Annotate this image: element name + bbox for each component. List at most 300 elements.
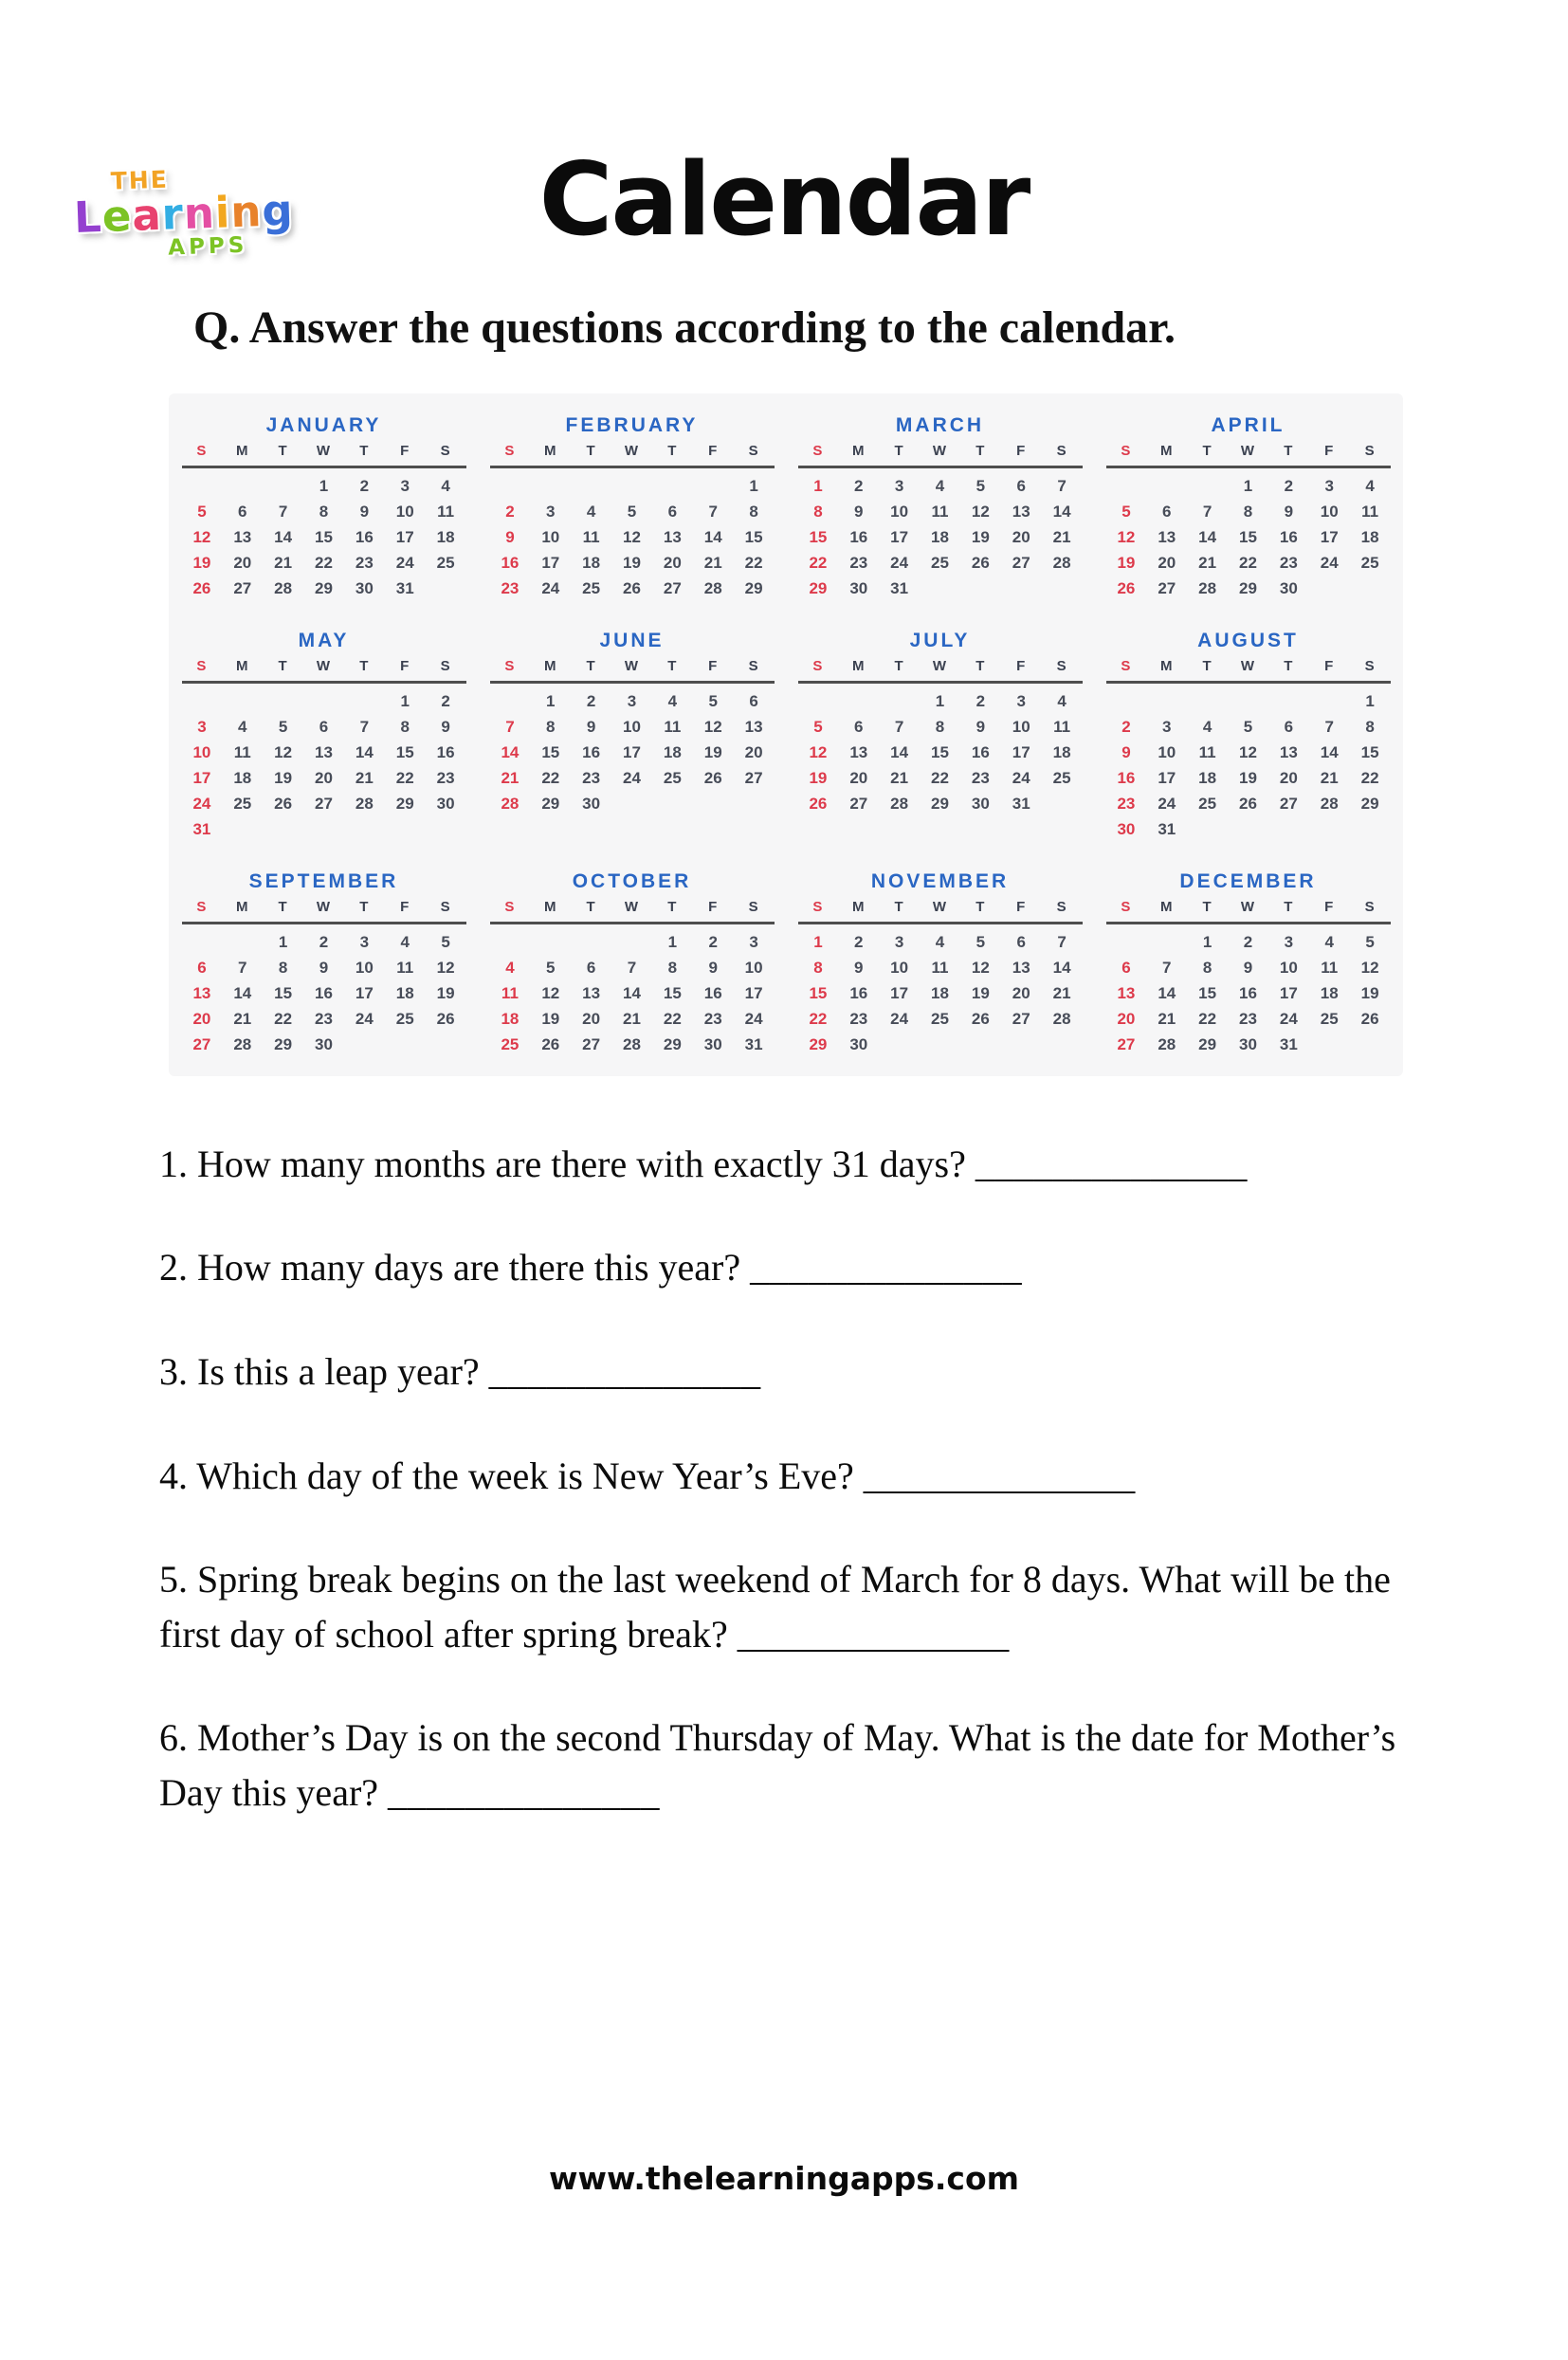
day-cell bbox=[1350, 816, 1391, 842]
logo-letter: n bbox=[182, 187, 216, 239]
day-cell: 28 bbox=[623, 1034, 641, 1053]
logo-letter: L bbox=[73, 192, 103, 244]
day-cell: 17 bbox=[395, 527, 414, 546]
day-cell: 7 bbox=[1324, 717, 1334, 736]
day-cell bbox=[182, 473, 223, 499]
day-of-week-header-row bbox=[182, 655, 466, 678]
day-cell: 1 bbox=[278, 932, 288, 951]
day-of-week-header: M bbox=[852, 898, 866, 915]
day-cell bbox=[530, 929, 571, 955]
day-cell bbox=[1350, 576, 1391, 601]
day-cell: 23 bbox=[849, 1009, 868, 1028]
day-cell: 27 bbox=[315, 794, 333, 813]
day-cell: 8 bbox=[813, 502, 823, 521]
day-cell: 15 bbox=[809, 527, 828, 546]
day-cell: 29 bbox=[274, 1034, 293, 1053]
day-of-week-header: T bbox=[667, 442, 678, 459]
day-cell: 2 bbox=[319, 932, 329, 951]
day-cell: 9 bbox=[854, 958, 864, 977]
day-cell: 1 bbox=[667, 932, 678, 951]
week-row bbox=[182, 791, 466, 816]
day-of-week-header: F bbox=[400, 657, 410, 674]
day-cell: 26 bbox=[192, 578, 211, 597]
day-of-week-header: T bbox=[667, 898, 678, 915]
week-row bbox=[798, 550, 1083, 576]
day-cell: 25 bbox=[1198, 794, 1217, 813]
day-cell: 11 bbox=[1053, 717, 1071, 736]
week-row bbox=[798, 955, 1083, 980]
question-text: 3. Is this a leap year? bbox=[159, 1350, 489, 1394]
day-cell bbox=[1309, 1032, 1350, 1057]
day-cell: 25 bbox=[1052, 768, 1071, 787]
header-divider bbox=[490, 922, 775, 924]
day-cell: 11 bbox=[1361, 502, 1379, 521]
day-cell: 19 bbox=[703, 742, 722, 761]
day-cell: 4 bbox=[667, 691, 678, 710]
day-cell: 24 bbox=[541, 578, 560, 597]
day-cell: 10 bbox=[744, 958, 763, 977]
day-cell bbox=[1042, 1032, 1083, 1057]
day-cell: 2 bbox=[441, 691, 450, 710]
day-cell: 2 bbox=[1243, 932, 1253, 951]
day-of-week-header: S bbox=[504, 442, 516, 459]
day-cell: 17 bbox=[890, 527, 909, 546]
day-cell: 7 bbox=[359, 717, 370, 736]
week-row bbox=[490, 765, 775, 791]
day-cell: 17 bbox=[355, 983, 374, 1002]
day-cell bbox=[1146, 473, 1187, 499]
question-item bbox=[159, 1240, 1420, 1295]
day-cell: 22 bbox=[744, 553, 763, 572]
day-cell: 30 bbox=[436, 794, 455, 813]
day-cell: 19 bbox=[192, 553, 211, 572]
answer-blank: ______________ bbox=[388, 1771, 661, 1815]
month-title: JULY bbox=[909, 629, 971, 651]
day-of-week-header: T bbox=[975, 657, 986, 674]
day-cell: 4 bbox=[586, 502, 596, 521]
day-cell: 1 bbox=[319, 476, 329, 495]
day-of-week-header: T bbox=[975, 442, 986, 459]
day-cell: 20 bbox=[192, 1009, 211, 1028]
day-cell: 12 bbox=[436, 958, 455, 977]
day-of-week-header: S bbox=[812, 442, 824, 459]
day-cell: 3 bbox=[1284, 932, 1294, 951]
day-cell: 22 bbox=[1239, 553, 1257, 572]
day-cell: 25 bbox=[1320, 1009, 1339, 1028]
day-of-week-header: M bbox=[236, 898, 249, 915]
day-cell: 14 bbox=[1052, 958, 1071, 977]
day-of-week-header: M bbox=[544, 442, 557, 459]
day-cell bbox=[344, 816, 385, 842]
header-divider bbox=[798, 681, 1083, 684]
day-cell: 20 bbox=[1279, 768, 1298, 787]
day-cell: 21 bbox=[355, 768, 374, 787]
week-row bbox=[1106, 955, 1391, 980]
day-of-week-header: S bbox=[748, 657, 759, 674]
week-row bbox=[798, 1032, 1083, 1057]
day-cell: 1 bbox=[935, 691, 945, 710]
header-divider bbox=[798, 466, 1083, 468]
day-of-week-header: M bbox=[236, 442, 249, 459]
day-cell bbox=[1268, 688, 1309, 714]
day-cell: 3 bbox=[546, 502, 556, 521]
month-calendar bbox=[490, 411, 775, 601]
day-cell: 5 bbox=[975, 476, 986, 495]
week-row bbox=[490, 791, 775, 816]
day-cell: 16 bbox=[1117, 768, 1136, 787]
day-cell: 18 bbox=[582, 553, 601, 572]
day-cell: 20 bbox=[233, 553, 252, 572]
day-cell: 18 bbox=[501, 1009, 520, 1028]
day-cell bbox=[1268, 816, 1309, 842]
week-row bbox=[798, 499, 1083, 524]
day-cell bbox=[303, 816, 344, 842]
month-title: DECEMBER bbox=[1179, 869, 1317, 892]
week-row bbox=[182, 688, 466, 714]
day-cell: 5 bbox=[975, 932, 986, 951]
day-cell bbox=[1042, 791, 1083, 816]
day-cell: 17 bbox=[1279, 983, 1298, 1002]
day-cell: 4 bbox=[935, 476, 945, 495]
day-cell: 29 bbox=[541, 794, 560, 813]
day-of-week-header: W bbox=[1240, 442, 1256, 459]
day-cell bbox=[490, 688, 531, 714]
day-of-week-header: T bbox=[278, 898, 288, 915]
day-cell: 29 bbox=[809, 578, 828, 597]
day-cell: 19 bbox=[1117, 553, 1136, 572]
week-row bbox=[182, 929, 466, 955]
day-cell: 15 bbox=[663, 983, 682, 1002]
header-divider bbox=[182, 681, 466, 684]
day-cell: 7 bbox=[894, 717, 904, 736]
day-cell bbox=[1350, 1032, 1391, 1057]
day-cell: 5 bbox=[441, 932, 450, 951]
day-cell: 7 bbox=[627, 958, 637, 977]
day-cell: 10 bbox=[355, 958, 374, 977]
day-cell: 28 bbox=[890, 794, 909, 813]
week-row bbox=[798, 980, 1083, 1006]
day-cell: 22 bbox=[809, 553, 828, 572]
day-cell: 25 bbox=[931, 1009, 949, 1028]
question-item bbox=[159, 1449, 1420, 1504]
day-cell: 14 bbox=[1052, 502, 1071, 521]
day-cell: 22 bbox=[1198, 1009, 1217, 1028]
day-cell: 4 bbox=[441, 476, 450, 495]
week-row bbox=[1106, 550, 1391, 576]
day-cell: 7 bbox=[1057, 476, 1067, 495]
logo-text-learning bbox=[73, 184, 295, 244]
day-cell: 9 bbox=[319, 958, 329, 977]
day-cell: 26 bbox=[274, 794, 293, 813]
day-cell bbox=[611, 929, 652, 955]
day-cell: 14 bbox=[1158, 983, 1176, 1002]
day-cell bbox=[263, 688, 303, 714]
day-cell: 12 bbox=[192, 527, 211, 546]
day-cell: 9 bbox=[441, 717, 450, 736]
day-cell: 6 bbox=[667, 502, 678, 521]
day-cell: 9 bbox=[975, 717, 986, 736]
day-of-week-header: S bbox=[440, 657, 451, 674]
day-of-week-header: T bbox=[278, 442, 288, 459]
week-row bbox=[798, 714, 1083, 740]
day-cell: 11 bbox=[396, 958, 414, 977]
day-cell: 3 bbox=[1016, 691, 1026, 710]
day-cell: 11 bbox=[501, 983, 519, 1002]
week-row bbox=[182, 1032, 466, 1057]
week-row bbox=[490, 473, 775, 499]
day-cell bbox=[693, 473, 734, 499]
day-cell bbox=[960, 1032, 1001, 1057]
day-cell: 17 bbox=[744, 983, 763, 1002]
day-cell: 26 bbox=[1117, 578, 1136, 597]
day-of-week-header: W bbox=[932, 898, 948, 915]
header-divider bbox=[798, 922, 1083, 924]
day-cell: 6 bbox=[1121, 958, 1131, 977]
day-of-week-header-row bbox=[798, 440, 1083, 463]
day-cell: 30 bbox=[1279, 578, 1298, 597]
day-cell: 19 bbox=[274, 768, 293, 787]
day-cell: 7 bbox=[238, 958, 247, 977]
day-of-week-header: T bbox=[1202, 898, 1212, 915]
question-text: 5. Spring break begins on the last weekend of March for 8 days. What will be the first day of school after spring break? bbox=[159, 1558, 1391, 1656]
day-cell: 24 bbox=[1279, 1009, 1298, 1028]
day-of-week-header: W bbox=[624, 657, 640, 674]
day-cell: 12 bbox=[971, 958, 990, 977]
day-cell bbox=[263, 816, 303, 842]
day-cell: 19 bbox=[436, 983, 455, 1002]
day-cell: 13 bbox=[849, 742, 868, 761]
week-row bbox=[182, 816, 466, 842]
day-cell: 2 bbox=[708, 932, 718, 951]
day-cell: 19 bbox=[623, 553, 641, 572]
day-cell: 20 bbox=[582, 1009, 601, 1028]
day-cell bbox=[652, 473, 693, 499]
day-cell: 5 bbox=[546, 958, 556, 977]
question-item bbox=[159, 1552, 1420, 1661]
logo-letter: n bbox=[229, 186, 264, 238]
day-cell: 15 bbox=[541, 742, 560, 761]
day-cell: 24 bbox=[623, 768, 641, 787]
week-row bbox=[490, 740, 775, 765]
day-cell bbox=[426, 1032, 466, 1057]
day-cell: 20 bbox=[1012, 527, 1030, 546]
day-cell: 27 bbox=[1012, 1009, 1030, 1028]
month-title: MARCH bbox=[895, 413, 985, 436]
day-cell: 28 bbox=[355, 794, 374, 813]
day-cell: 25 bbox=[395, 1009, 414, 1028]
day-cell: 18 bbox=[436, 527, 455, 546]
day-cell: 31 bbox=[192, 819, 211, 838]
day-cell: 21 bbox=[1052, 527, 1071, 546]
day-cell: 31 bbox=[744, 1034, 763, 1053]
question-text: 6. Mother’s Day is on the second Thursday of May. What is the date for Mother’s Day this year? bbox=[159, 1716, 1396, 1815]
day-cell: 25 bbox=[233, 794, 252, 813]
week-row bbox=[182, 765, 466, 791]
day-of-week-header: S bbox=[1056, 898, 1067, 915]
day-cell: 31 bbox=[890, 578, 909, 597]
week-row bbox=[798, 740, 1083, 765]
day-of-week-header: M bbox=[236, 657, 249, 674]
day-of-week-header: T bbox=[1284, 442, 1294, 459]
month-calendar bbox=[798, 626, 1083, 842]
week-row bbox=[490, 499, 775, 524]
week-row bbox=[798, 473, 1083, 499]
day-cell: 12 bbox=[274, 742, 293, 761]
day-of-week-header: T bbox=[359, 442, 370, 459]
day-cell: 24 bbox=[355, 1009, 374, 1028]
day-of-week-header-row bbox=[490, 655, 775, 678]
day-of-week-header: S bbox=[196, 898, 208, 915]
day-cell: 10 bbox=[395, 502, 414, 521]
day-of-week-header: T bbox=[894, 898, 904, 915]
calendar bbox=[169, 393, 1403, 1076]
day-cell: 24 bbox=[744, 1009, 763, 1028]
day-of-week-header: W bbox=[316, 898, 332, 915]
day-of-week-header: M bbox=[852, 657, 866, 674]
logo-text-the: THE bbox=[110, 165, 170, 195]
day-of-week-header: T bbox=[586, 898, 596, 915]
month-calendar bbox=[1106, 626, 1391, 842]
day-cell: 16 bbox=[703, 983, 722, 1002]
month-calendar bbox=[1106, 411, 1391, 601]
day-cell: 8 bbox=[667, 958, 678, 977]
day-of-week-header: T bbox=[359, 898, 370, 915]
day-cell: 5 bbox=[1243, 717, 1253, 736]
header-divider bbox=[182, 922, 466, 924]
day-cell: 28 bbox=[1052, 1009, 1071, 1028]
day-cell: 11 bbox=[1321, 958, 1339, 977]
day-cell: 3 bbox=[627, 691, 637, 710]
day-cell: 8 bbox=[400, 717, 410, 736]
day-cell: 12 bbox=[1239, 742, 1257, 761]
day-cell: 21 bbox=[233, 1009, 252, 1028]
day-of-week-header: T bbox=[894, 657, 904, 674]
day-cell: 23 bbox=[582, 768, 601, 787]
week-row bbox=[182, 499, 466, 524]
day-cell: 12 bbox=[703, 717, 722, 736]
day-cell: 26 bbox=[1360, 1009, 1379, 1028]
day-cell: 5 bbox=[1121, 502, 1131, 521]
day-cell: 8 bbox=[1243, 502, 1253, 521]
day-cell bbox=[571, 473, 611, 499]
week-row bbox=[1106, 765, 1391, 791]
day-cell: 31 bbox=[1012, 794, 1030, 813]
day-cell: 15 bbox=[315, 527, 333, 546]
day-cell: 3 bbox=[894, 932, 904, 951]
day-of-week-header: M bbox=[1160, 657, 1174, 674]
day-cell: 11 bbox=[582, 527, 600, 546]
day-cell: 8 bbox=[935, 717, 945, 736]
day-cell: 9 bbox=[505, 527, 515, 546]
day-cell: 18 bbox=[1198, 768, 1217, 787]
day-cell bbox=[920, 1032, 960, 1057]
day-cell: 30 bbox=[1239, 1034, 1257, 1053]
day-of-week-header: W bbox=[624, 442, 640, 459]
day-of-week-header-row bbox=[1106, 896, 1391, 919]
question-item bbox=[159, 1711, 1420, 1820]
day-cell: 26 bbox=[1239, 794, 1257, 813]
day-cell bbox=[571, 929, 611, 955]
day-cell: 31 bbox=[1279, 1034, 1298, 1053]
day-cell: 26 bbox=[971, 1009, 990, 1028]
learning-apps-logo bbox=[72, 163, 295, 263]
day-cell: 18 bbox=[233, 768, 252, 787]
day-cell: 20 bbox=[315, 768, 333, 787]
day-cell: 30 bbox=[1117, 819, 1136, 838]
day-cell bbox=[1106, 688, 1147, 714]
header-divider bbox=[1106, 466, 1391, 468]
answer-blank: ______________ bbox=[975, 1142, 1248, 1185]
day-cell: 23 bbox=[1279, 553, 1298, 572]
day-of-week-header: M bbox=[1160, 442, 1174, 459]
week-row bbox=[182, 740, 466, 765]
day-cell bbox=[1001, 576, 1042, 601]
day-cell: 16 bbox=[315, 983, 333, 1002]
day-cell: 21 bbox=[501, 768, 520, 787]
day-cell: 29 bbox=[315, 578, 333, 597]
day-cell: 16 bbox=[971, 742, 990, 761]
day-cell: 25 bbox=[1360, 553, 1379, 572]
day-cell: 2 bbox=[1284, 476, 1294, 495]
day-of-week-header: T bbox=[586, 657, 596, 674]
day-cell: 9 bbox=[708, 958, 718, 977]
question-text: 4. Which day of the week is New Year’s Eve? bbox=[159, 1454, 864, 1497]
day-cell: 12 bbox=[971, 502, 990, 521]
day-cell: 17 bbox=[1320, 527, 1339, 546]
day-of-week-header: F bbox=[1324, 442, 1335, 459]
day-of-week-header: T bbox=[1284, 657, 1294, 674]
day-cell: 30 bbox=[315, 1034, 333, 1053]
day-cell: 13 bbox=[1279, 742, 1298, 761]
day-cell: 6 bbox=[197, 958, 207, 977]
day-cell: 30 bbox=[849, 578, 868, 597]
day-cell: 6 bbox=[854, 717, 864, 736]
day-cell: 30 bbox=[971, 794, 990, 813]
day-cell: 15 bbox=[395, 742, 414, 761]
day-cell: 19 bbox=[1239, 768, 1257, 787]
day-cell: 26 bbox=[809, 794, 828, 813]
month-title: APRIL bbox=[1211, 413, 1285, 436]
day-cell: 25 bbox=[436, 553, 455, 572]
day-cell: 4 bbox=[1324, 932, 1334, 951]
day-of-week-header-row bbox=[1106, 655, 1391, 678]
day-cell: 13 bbox=[192, 983, 211, 1002]
day-cell: 17 bbox=[192, 768, 211, 787]
day-cell: 10 bbox=[541, 527, 560, 546]
day-cell bbox=[1001, 1032, 1042, 1057]
day-cell: 17 bbox=[890, 983, 909, 1002]
day-of-week-header-row bbox=[798, 896, 1083, 919]
day-cell: 15 bbox=[744, 527, 763, 546]
day-cell: 5 bbox=[708, 691, 718, 710]
day-of-week-header: S bbox=[196, 657, 208, 674]
day-cell: 15 bbox=[274, 983, 293, 1002]
day-cell bbox=[182, 688, 223, 714]
day-of-week-header-row bbox=[798, 655, 1083, 678]
week-row bbox=[1106, 929, 1391, 955]
day-cell: 6 bbox=[586, 958, 596, 977]
day-cell: 16 bbox=[849, 983, 868, 1002]
day-cell: 9 bbox=[359, 502, 370, 521]
month-title: OCTOBER bbox=[572, 869, 692, 892]
day-cell: 28 bbox=[274, 578, 293, 597]
month-calendar bbox=[182, 867, 466, 1057]
day-cell: 14 bbox=[274, 527, 293, 546]
day-cell: 26 bbox=[436, 1009, 455, 1028]
day-cell: 23 bbox=[355, 553, 374, 572]
day-cell: 11 bbox=[233, 742, 251, 761]
week-row bbox=[182, 714, 466, 740]
